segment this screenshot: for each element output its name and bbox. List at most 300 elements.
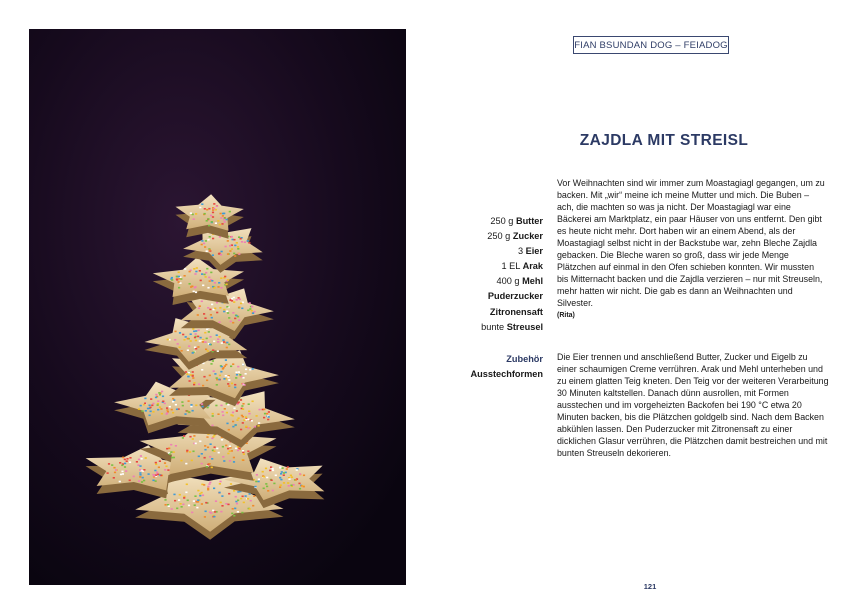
sprinkle: [262, 471, 264, 473]
sprinkle: [203, 243, 205, 245]
sprinkle: [204, 332, 206, 334]
sprinkle: [204, 246, 206, 248]
sprinkle: [207, 488, 209, 490]
sprinkle: [129, 457, 131, 459]
sprinkle: [187, 338, 189, 340]
sprinkle: [171, 277, 173, 279]
sprinkle: [252, 312, 254, 314]
sprinkle: [239, 374, 241, 376]
sprinkle: [201, 503, 203, 505]
sprinkle: [235, 424, 237, 426]
sprinkle: [174, 339, 176, 341]
sprinkle: [225, 375, 227, 377]
sprinkle: [197, 490, 199, 492]
sprinkle: [195, 330, 197, 332]
sprinkle: [113, 477, 115, 479]
sprinkle: [238, 417, 240, 419]
sprinkle: [160, 408, 162, 410]
sprinkle: [220, 217, 222, 219]
sprinkle: [275, 475, 277, 477]
sprinkle: [191, 286, 193, 288]
sprinkle: [215, 405, 217, 407]
sprinkle: [226, 423, 228, 425]
sprinkle: [217, 341, 219, 343]
sprinkle: [166, 407, 168, 409]
sprinkle: [199, 207, 201, 209]
sprinkle: [303, 486, 305, 488]
sprinkle: [256, 474, 258, 476]
sprinkle: [115, 469, 117, 471]
sprinkle: [247, 240, 249, 242]
sprinkle: [193, 384, 195, 386]
sprinkle: [222, 446, 224, 448]
sprinkle: [268, 416, 270, 418]
sprinkle: [210, 443, 212, 445]
sprinkle: [168, 448, 170, 450]
sprinkle: [209, 309, 211, 311]
sprinkle: [219, 336, 221, 338]
sprinkle: [189, 436, 191, 438]
sprinkle: [212, 349, 214, 351]
sprinkle: [241, 405, 243, 407]
sprinkle: [113, 467, 115, 469]
sprinkle: [141, 481, 143, 483]
sprinkle: [129, 480, 131, 482]
sprinkle: [223, 367, 225, 369]
sprinkle: [212, 510, 214, 512]
sprinkle: [242, 459, 244, 461]
sprinkle: [211, 467, 213, 469]
sprinkle: [268, 411, 270, 413]
sprinkle: [189, 283, 191, 285]
sprinkle: [206, 209, 208, 211]
sprinkle: [204, 445, 206, 447]
sprinkle: [253, 495, 255, 497]
sprinkle: [235, 448, 237, 450]
sprinkle: [281, 471, 283, 473]
sprinkle: [199, 305, 201, 307]
sprinkle: [208, 277, 210, 279]
sprinkle: [201, 244, 203, 246]
sprinkle: [216, 312, 218, 314]
sprinkle: [214, 446, 216, 448]
sprinkle: [192, 328, 194, 330]
sprinkle: [164, 499, 166, 501]
sprinkle: [210, 215, 212, 217]
sprinkle: [190, 340, 192, 342]
sprinkle: [194, 287, 196, 289]
sprinkle: [299, 473, 301, 475]
sprinkle: [259, 409, 261, 411]
sprinkle: [208, 208, 210, 210]
sprinkle: [235, 372, 237, 374]
sprinkle: [235, 496, 237, 498]
sprinkle: [207, 218, 209, 220]
sprinkle: [180, 503, 182, 505]
sprinkle: [212, 415, 214, 417]
sprinkle: [125, 470, 127, 472]
sprinkle: [121, 471, 123, 473]
sprinkle: [202, 385, 204, 387]
sprinkle: [155, 462, 157, 464]
sprinkle: [249, 508, 251, 510]
sprinkle: [291, 476, 293, 478]
sprinkle: [220, 213, 222, 215]
sprinkle: [153, 475, 155, 477]
sprinkle: [207, 447, 209, 449]
sprinkle: [122, 457, 124, 459]
sprinkle: [221, 251, 223, 253]
sprinkle: [229, 460, 231, 462]
sprinkle: [202, 406, 204, 408]
sprinkle: [166, 409, 168, 411]
sprinkle: [231, 248, 233, 250]
sprinkle: [147, 408, 149, 410]
sprinkle: [145, 410, 147, 412]
sprinkle: [206, 436, 208, 438]
sprinkle: [242, 408, 244, 410]
sprinkle: [240, 303, 242, 305]
sprinkle: [139, 469, 141, 471]
sprinkle: [209, 463, 211, 465]
sprinkle: [266, 477, 268, 479]
sprinkle: [213, 341, 215, 343]
sprinkle: [241, 512, 243, 514]
sprinkle: [164, 469, 166, 471]
sprinkle: [224, 217, 226, 219]
sprinkle: [191, 460, 193, 462]
sprinkle: [173, 451, 175, 453]
sprinkle: [183, 496, 185, 498]
sprinkle: [233, 253, 235, 255]
sprinkle: [223, 219, 225, 221]
sprinkle: [169, 406, 171, 408]
sprinkle: [263, 417, 265, 419]
sprinkle: [218, 253, 220, 255]
sprinkle: [198, 384, 200, 386]
sprinkle: [236, 299, 238, 301]
sprinkle: [240, 429, 242, 431]
sprinkle: [177, 343, 179, 345]
sprinkle: [263, 409, 265, 411]
sprinkle: [237, 511, 239, 513]
sprinkle: [296, 469, 298, 471]
sprinkle: [219, 483, 221, 485]
sprinkle: [219, 481, 221, 483]
sprinkle: [197, 336, 199, 338]
sprinkle: [223, 309, 225, 311]
sprinkle: [279, 477, 281, 479]
sprinkle: [217, 286, 219, 288]
sprinkle: [228, 344, 230, 346]
page-number: 121: [643, 582, 657, 591]
sprinkle: [266, 413, 268, 415]
sprinkle: [247, 451, 249, 453]
sprinkle: [173, 399, 175, 401]
intro-author: (Rita): [557, 311, 575, 319]
sprinkle: [226, 284, 228, 286]
sprinkle: [225, 359, 227, 361]
sprinkle: [242, 377, 244, 379]
sprinkle: [279, 486, 281, 488]
sprinkle: [213, 208, 215, 210]
sprinkle: [194, 337, 196, 339]
sprinkle: [120, 474, 122, 476]
sprinkle: [202, 495, 204, 497]
sprinkle: [209, 336, 211, 338]
sprinkle: [145, 457, 147, 459]
sprinkle: [204, 317, 206, 319]
sprinkle: [201, 273, 203, 275]
sprinkle: [212, 254, 214, 256]
sprinkle: [201, 492, 203, 494]
sprinkle: [214, 308, 216, 310]
sprinkle: [224, 365, 226, 367]
sprinkle: [201, 301, 203, 303]
sprinkle: [241, 241, 243, 243]
sprinkle: [256, 415, 258, 417]
sprinkle: [189, 451, 191, 453]
sprinkle: [228, 317, 230, 319]
sprinkle: [223, 311, 225, 313]
sprinkle: [258, 479, 260, 481]
sprinkle: [234, 318, 236, 320]
sprinkle: [171, 279, 173, 281]
sprinkle: [232, 312, 234, 314]
sprinkle: [136, 461, 138, 463]
sprinkle: [223, 213, 225, 215]
sprinkle: [251, 310, 253, 312]
sprinkle: [192, 375, 194, 377]
sprinkle: [248, 403, 250, 405]
sprinkle: [192, 451, 194, 453]
sprinkle: [298, 483, 300, 485]
sprinkle: [185, 371, 187, 373]
method-paragraph: Die Eier trennen und anschließend Butter, Zucker und Eigelb zu einer schaumigen Creme verrühren. Arak und Mehl unterheben und zu einem glatten Teig kneten. Den Teig vor der weiteren Verarbeitung 30 Minuten kaltstellen. Danach dünn ausrollen, mit Formen ausstechen und im vorgeheizten Backofen bei 190 °C etwa 20 Minuten backen, bis die Plätzchen goldgelb sind. Nach dem Backen abkühlen lassen. Den Puderzucker mit Zitronensaft zu einer dicklichen Glasur verrühren, die Plätzchen damit bestreichen und mit bunten Streuseln dekorieren.: [557, 352, 829, 459]
sprinkle: [287, 482, 289, 484]
sprinkle: [237, 450, 239, 452]
sprinkle: [279, 466, 281, 468]
sprinkle: [220, 502, 222, 504]
sprinkle: [216, 302, 218, 304]
sprinkle: [158, 392, 160, 394]
sprinkle: [144, 398, 146, 400]
sprinkle: [150, 411, 152, 413]
sprinkle: [171, 409, 173, 411]
sprinkle: [192, 352, 194, 354]
ingredient-item: 3 Eier: [517, 246, 543, 257]
sprinkle: [266, 486, 268, 488]
sprinkle: [111, 464, 113, 466]
sprinkle: [213, 488, 215, 490]
sprinkle: [232, 412, 234, 414]
sprinkle: [228, 385, 230, 387]
sprinkle: [201, 369, 203, 371]
sprinkle: [226, 306, 228, 308]
sprinkle: [226, 347, 228, 349]
sprinkle: [154, 470, 156, 472]
sprinkle: [141, 458, 143, 460]
sprinkle: [233, 239, 235, 241]
sprinkle: [201, 403, 203, 405]
sprinkle: [162, 396, 164, 398]
sprinkle: [216, 448, 218, 450]
sprinkle: [232, 508, 234, 510]
recipe-intro: [557, 177, 827, 321]
sprinkle: [229, 450, 231, 452]
sprinkle: [232, 322, 234, 324]
sprinkle: [227, 279, 229, 281]
sprinkle: [290, 485, 292, 487]
sprinkle: [174, 331, 176, 333]
sprinkle: [196, 507, 198, 509]
sprinkle: [234, 255, 236, 257]
sprinkle: [165, 466, 167, 468]
sprinkle: [206, 380, 208, 382]
sprinkle: [245, 426, 247, 428]
sprinkle: [167, 339, 169, 341]
sprinkle: [167, 504, 169, 506]
sprinkle: [169, 453, 171, 455]
sprinkle: [186, 373, 188, 375]
sprinkle: [228, 429, 230, 431]
sprinkle: [237, 366, 239, 368]
sprinkle: [194, 504, 196, 506]
sprinkle: [254, 486, 256, 488]
sprinkle: [227, 404, 229, 406]
sprinkle: [195, 340, 197, 342]
sprinkle: [212, 212, 214, 214]
sprinkle: [159, 394, 161, 396]
sprinkle: [178, 272, 180, 274]
ingredient-item: 1 EL Arak: [501, 261, 543, 272]
sprinkle: [182, 405, 184, 407]
sprinkle: [175, 404, 177, 406]
sprinkle: [166, 413, 168, 415]
sprinkle: [191, 512, 193, 514]
sprinkle: [179, 347, 181, 349]
sprinkle: [171, 508, 173, 510]
ingredient-item: Zitronensaft: [489, 306, 543, 317]
sprinkle: [225, 503, 227, 505]
sprinkle: [242, 403, 244, 405]
sprinkle: [149, 415, 151, 417]
sprinkle: [188, 505, 190, 507]
sprinkle: [207, 407, 209, 409]
sprinkle: [198, 456, 200, 458]
sprinkle: [208, 483, 210, 485]
sprinkle: [143, 469, 145, 471]
sprinkle: [234, 245, 236, 247]
sprinkle: [263, 488, 265, 490]
sprinkle: [195, 292, 197, 294]
sprinkle: [206, 220, 208, 222]
sprinkle: [248, 413, 250, 415]
sprinkle: [211, 221, 213, 223]
sprinkle: [242, 450, 244, 452]
sprinkle: [181, 401, 183, 403]
sprinkle: [159, 406, 161, 408]
sprinkle: [227, 312, 229, 314]
sprinkle: [221, 439, 223, 441]
sprinkle: [211, 304, 213, 306]
sprinkle: [218, 379, 220, 381]
sprinkle: [252, 505, 254, 507]
sprinkle: [171, 457, 173, 459]
sprinkle: [254, 426, 256, 428]
sprinkle: [229, 250, 231, 252]
sprinkle: [172, 412, 174, 414]
sprinkle: [122, 473, 124, 475]
sprinkle: [223, 341, 225, 343]
sprinkle: [193, 218, 195, 220]
sprinkle: [280, 484, 282, 486]
sprinkle: [213, 203, 215, 205]
sprinkle: [124, 459, 126, 461]
sprinkle: [295, 479, 297, 481]
sprinkle: [200, 337, 202, 339]
sprinkle: [188, 400, 190, 402]
sprinkle: [238, 253, 240, 255]
sprinkle: [156, 472, 158, 474]
sprinkle: [251, 420, 253, 422]
sprinkle: [240, 498, 242, 500]
sprinkle: [188, 372, 190, 374]
sprinkle: [203, 376, 205, 378]
sprinkle: [176, 508, 178, 510]
sprinkle: [182, 334, 184, 336]
sprinkle: [209, 344, 211, 346]
sprinkle: [245, 373, 247, 375]
sprinkle: [152, 403, 154, 405]
sprinkle: [267, 490, 269, 492]
sprinkle: [219, 224, 221, 226]
sprinkle: [221, 495, 223, 497]
sprinkle: [151, 405, 153, 407]
sprinkle: [178, 499, 180, 501]
sprinkle: [214, 511, 216, 513]
sprinkle: [114, 472, 116, 474]
sprinkle: [168, 505, 170, 507]
sprinkle: [258, 425, 260, 427]
sprinkle: [243, 453, 245, 455]
sprinkle: [231, 236, 233, 238]
sprinkle: [217, 350, 219, 352]
sprinkle: [227, 448, 229, 450]
sprinkle: [272, 490, 274, 492]
sprinkle: [209, 375, 211, 377]
sprinkle: [197, 501, 199, 503]
sprinkle: [212, 413, 214, 415]
sprinkle: [193, 382, 195, 384]
sprinkle: [243, 419, 245, 421]
sprinkle: [119, 481, 121, 483]
sprinkle: [253, 311, 255, 313]
sprinkle: [258, 422, 260, 424]
sprinkle: [282, 467, 284, 469]
sprinkle: [231, 300, 233, 302]
sprinkle: [280, 473, 282, 475]
sprinkle: [226, 342, 228, 344]
sprinkle: [237, 246, 239, 248]
sprinkle: [216, 205, 218, 207]
sprinkle: [140, 405, 142, 407]
sprinkle: [210, 314, 212, 316]
sprinkle: [221, 505, 223, 507]
sprinkle: [232, 426, 234, 428]
sprinkle: [270, 466, 272, 468]
sprinkle: [273, 483, 275, 485]
